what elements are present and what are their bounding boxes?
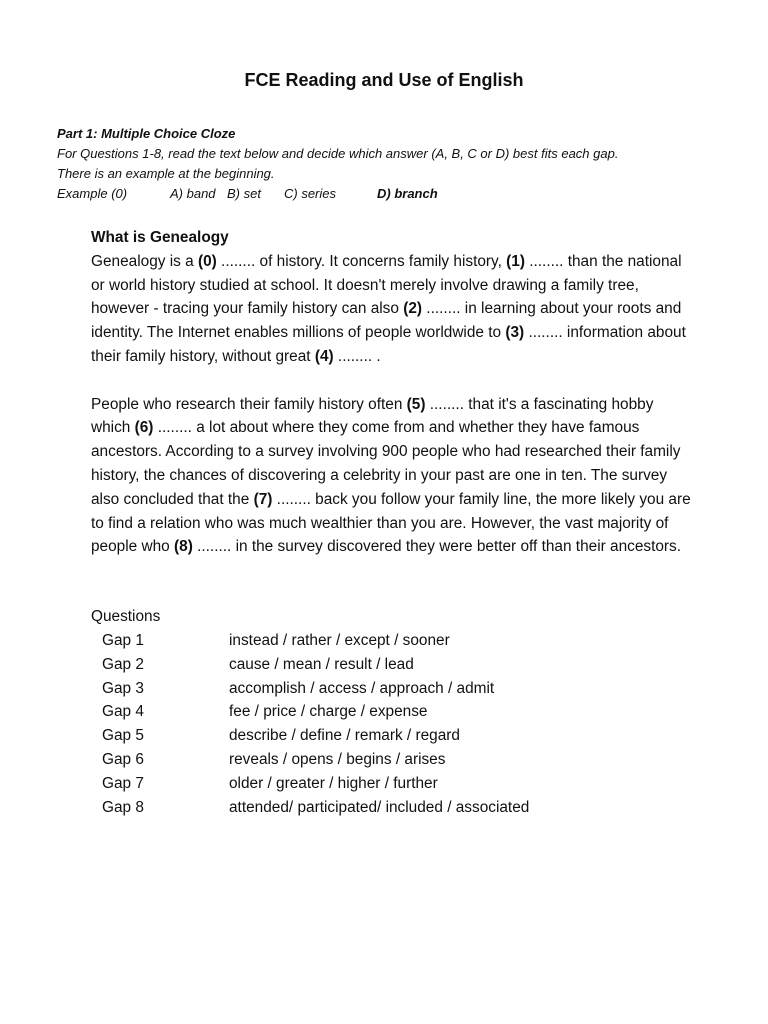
gap-options: cause / mean / result / lead [229, 655, 414, 673]
gap-options: describe / define / remark / regard [229, 727, 460, 745]
example-option-d: D) branch [377, 186, 438, 201]
gap-marker-6: (6) [134, 419, 154, 437]
part-heading: Part 1: Multiple Choice Cloze [57, 126, 236, 141]
article-heading: What is Genealogy [91, 229, 229, 246]
gap-marker-1: (1) [506, 252, 525, 270]
article-paragraph-1 [91, 250, 691, 369]
gap-label: Gap 1 [102, 632, 144, 649]
gap-label: Gap 4 [102, 703, 144, 721]
question-row [91, 677, 529, 701]
gap-marker-4: (4) [314, 347, 334, 365]
gap-marker-0: (0) [197, 252, 217, 270]
text-segment: ........ in the survey discovered they were better off than their ancestors. [192, 538, 682, 556]
question-row [91, 748, 529, 772]
instructions-text: For Questions 1-8, read the text below and decide which answer (A, B, C or D) best fits each gap. [57, 146, 619, 161]
question-row [91, 772, 529, 796]
example-note: There is an example at the beginning. [57, 166, 275, 181]
text-segment: ........ that it's a fascinating hobby which [91, 395, 654, 437]
gap-label: Gap 5 [102, 727, 144, 745]
text-segment: ........ in learning about your roots and identity. The Internet enables millions of people worldwide to [91, 300, 682, 342]
gap-options: reveals / opens / begins / arises [229, 750, 446, 768]
gap-options: accomplish / access / approach / admit [229, 679, 495, 697]
question-row [91, 796, 529, 820]
text-segment: Genealogy is a [91, 252, 198, 270]
text-segment: People who research their family history often [91, 395, 407, 413]
article-paragraph-2 [91, 393, 691, 560]
gap-label: Gap 2 [102, 655, 144, 673]
example-option-b: B) set [227, 186, 261, 201]
instructions-block [57, 124, 618, 204]
text-segment: ........ back you follow your family line, the more likely you are to find a relation who was much wealthier than you are. However, the vast majority of people who [91, 490, 691, 556]
gap-options: attended/ participated/ included / associated [229, 798, 530, 816]
question-row [91, 700, 529, 724]
gap-label: Gap 3 [102, 679, 144, 697]
gap-label: Gap 8 [102, 798, 144, 816]
gap-label: Gap 7 [102, 774, 144, 792]
gap-options: instead / rather / except / sooner [229, 632, 450, 649]
questions-heading: Questions [91, 608, 161, 625]
example-label: Example (0) [57, 186, 128, 201]
page-title: FCE Reading and Use of English [244, 70, 524, 90]
gap-marker-3: (3) [505, 324, 525, 342]
text-segment: ........ a lot about where they come from and whether they have famous ancestors. According to a survey involving 900 people who had researched their family history, the chances of discovering a celebrity in your past are one in ten. The survey also concluded that the [91, 419, 681, 508]
question-row [91, 629, 529, 653]
text-segment: ........ than the national or world history studied at school. It doesn't merely involve drawing a family tree, however - tracing your family history can also [91, 252, 682, 318]
example-option-c: C) series [284, 186, 337, 201]
gap-label: Gap 6 [102, 750, 144, 768]
gap-marker-5: (5) [406, 395, 426, 413]
gap-options: fee / price / charge / expense [229, 703, 428, 721]
article [91, 226, 691, 559]
text-segment: ........ of history. It concerns family history, [216, 252, 507, 270]
question-row [91, 653, 529, 677]
text-segment: ........ . [333, 347, 381, 365]
question-row [91, 724, 529, 748]
example-line [57, 184, 618, 204]
gap-marker-2: (2) [403, 300, 423, 318]
questions-section [91, 605, 529, 819]
example-option-a: A) band [170, 186, 216, 201]
text-segment: ........ information about their family history, without great [91, 324, 686, 365]
gap-marker-8: (8) [174, 538, 193, 556]
gap-marker-7: (7) [253, 490, 273, 508]
gap-options: older / greater / higher / further [229, 774, 438, 792]
